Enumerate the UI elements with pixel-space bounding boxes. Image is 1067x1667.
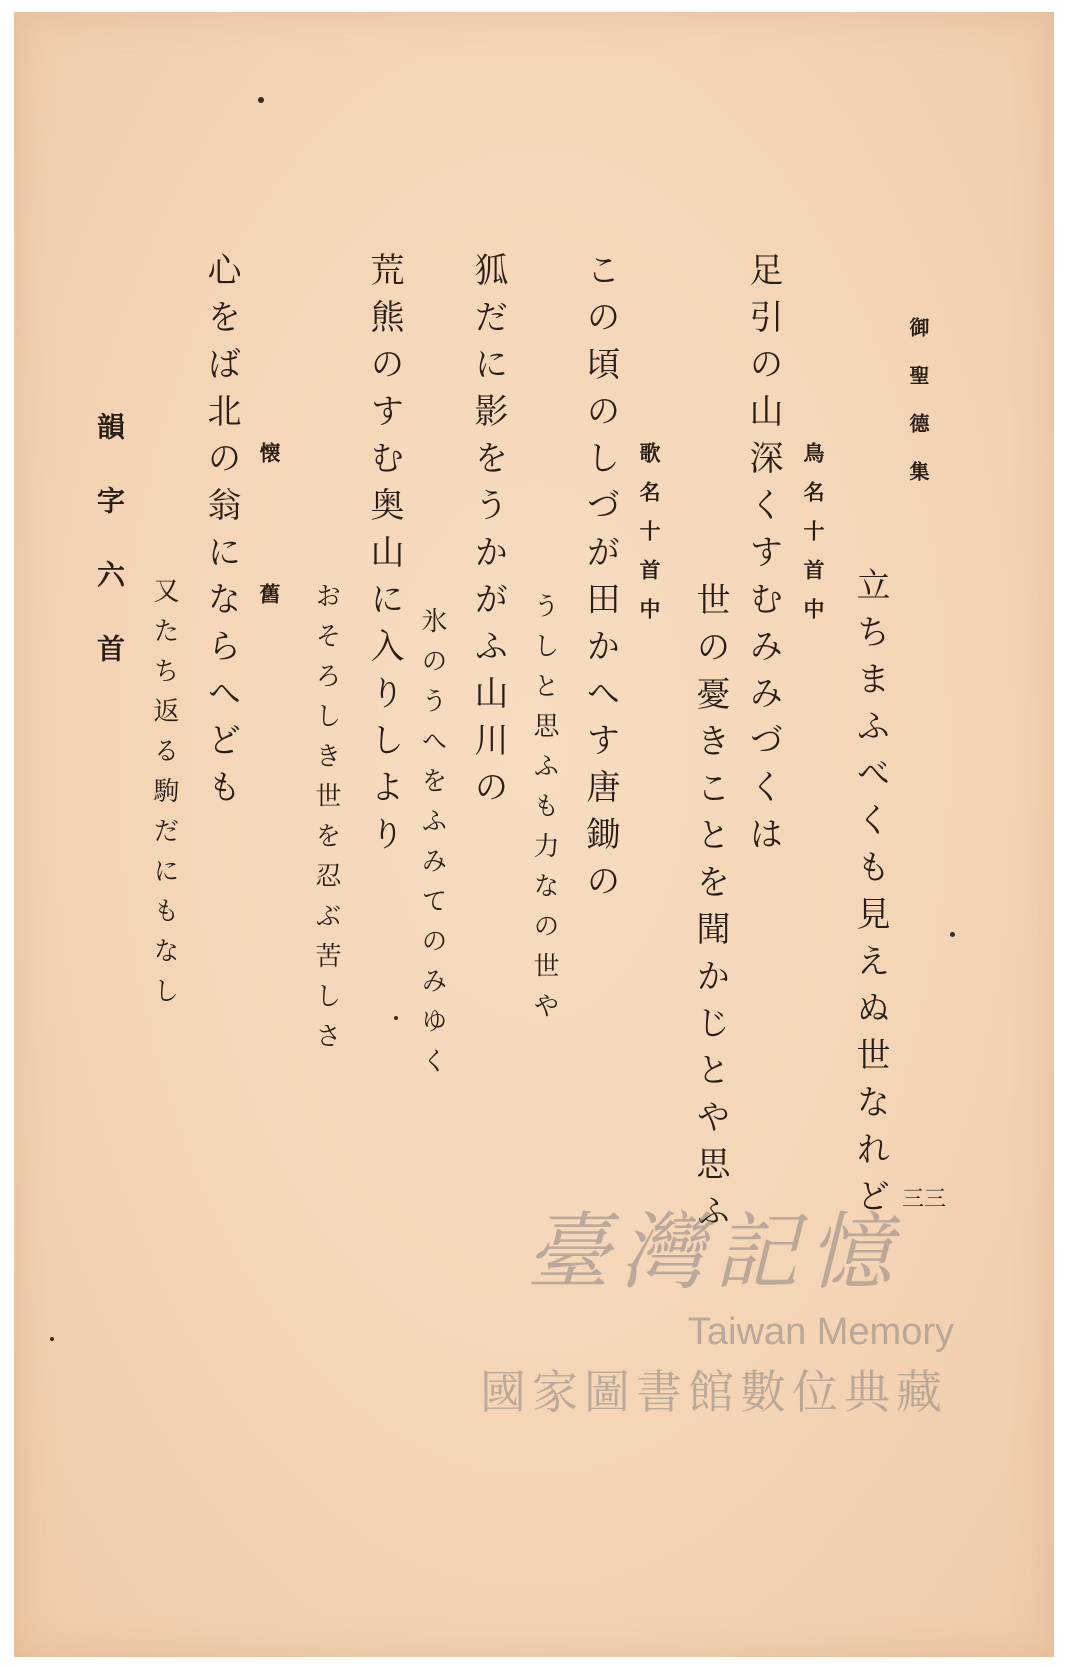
book-title-header: 御聖德集 bbox=[906, 317, 930, 509]
watermark-title: 臺灣記憶 bbox=[525, 1203, 902, 1301]
section-heading: 懐舊 bbox=[257, 442, 282, 724]
poem-line: 世の憂きことを聞かじとや思ふ bbox=[690, 582, 730, 1240]
poem-line: 又たち返る駒だにもなし bbox=[149, 577, 179, 1017]
paper-speck bbox=[950, 932, 955, 937]
poem-line: うしと思ふも力なの世や bbox=[529, 592, 559, 1032]
book-page bbox=[14, 12, 1054, 1657]
paper-speck bbox=[394, 1016, 398, 1020]
poem-line: この頃のしづが田かへす唐鋤の bbox=[580, 252, 620, 910]
watermark-english: Taiwan Memory bbox=[687, 1311, 954, 1353]
section-heading: 歌名十首中 bbox=[637, 442, 662, 637]
section-heading: 韻字六首 bbox=[93, 412, 126, 708]
poem-line: 心をば北の翁にならへども bbox=[201, 252, 241, 816]
poem-line: 荒熊のすむ奥山に入りしより bbox=[364, 252, 404, 863]
poem-line: 狐だに影をうかがふ山川の bbox=[468, 252, 508, 816]
poem-line: おそろしき世を忍ぶ苦しさ bbox=[311, 582, 341, 1062]
poem-line: 立ちまふべくも見えぬ世なれど bbox=[850, 567, 890, 1225]
section-heading: 鳥名十首中 bbox=[801, 442, 826, 637]
watermark-subtitle: 國家圖書館數位典藏 bbox=[480, 1365, 948, 1419]
page-number: 三三 bbox=[902, 1187, 947, 1212]
paper-speck bbox=[50, 1337, 54, 1341]
poem-line: 氷のうへをふみてのみゆく bbox=[417, 607, 447, 1087]
library-watermark bbox=[434, 1197, 994, 1447]
poem-line: 足引の山深くすむみみづくは bbox=[743, 252, 783, 863]
paper-speck bbox=[258, 97, 264, 103]
